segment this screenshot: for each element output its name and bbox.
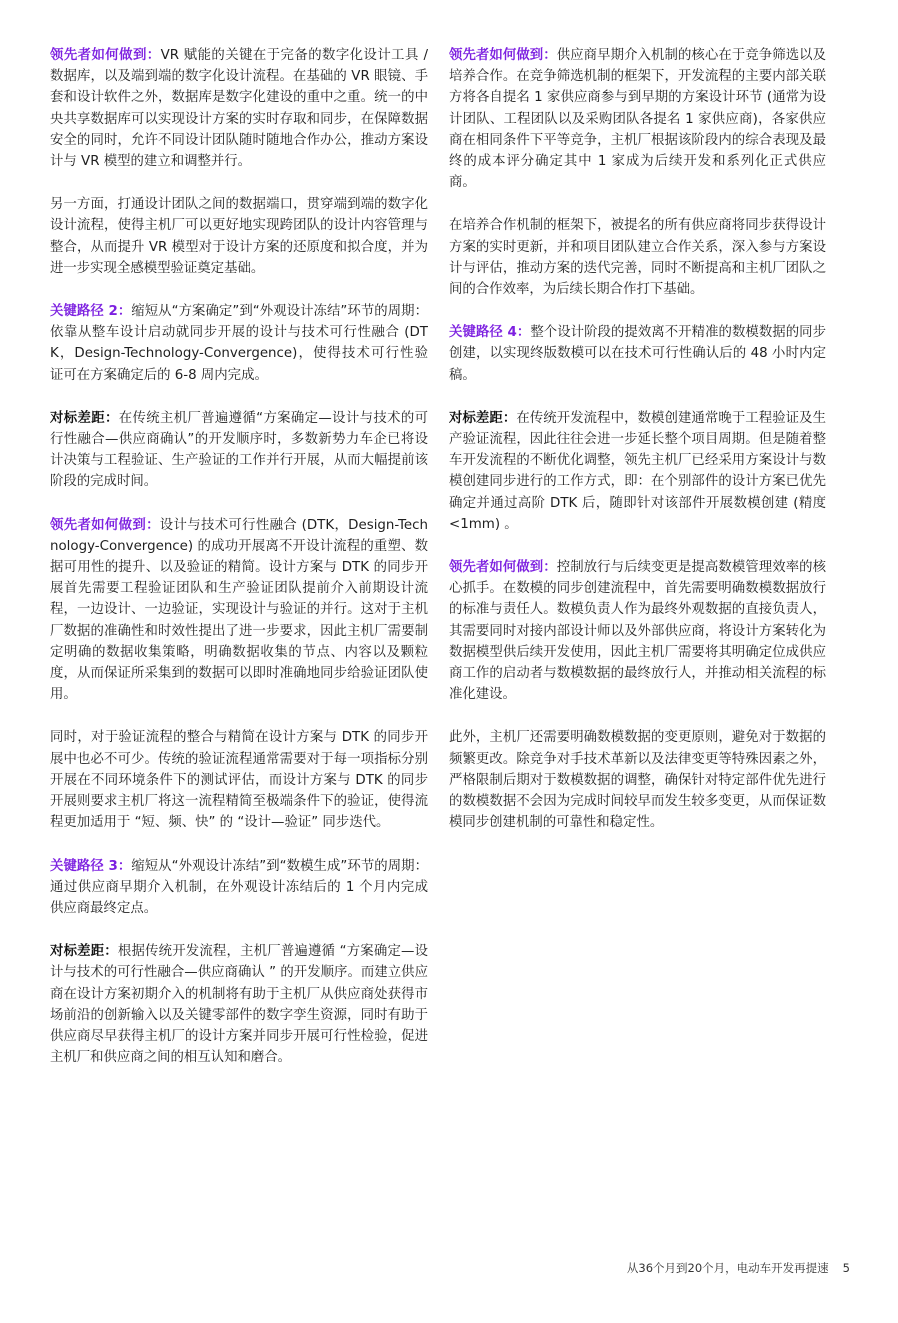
paragraph-text: 设计与技术可行性融合 (DTK，Design-Technology-Convergence) 的成功开展离不开设计流程的重塑、数据可用性的提升、以及验证的精简。设计方案与 DTK 的同步开展首先需要工程验证团队和生产验证团队提前介入前期设计流程，一边设计、一边验证，实现设计与验证的并行。这对于主机厂数据的准确性和时效性提出了进一步要求，因此主机厂需要制定明确的数据收集策略，明确数据收集的节点、内容以及颗粒度，从而保证所采集到的数据可以即时准确地同步给验证团队使用。 xyxy=(50,517,429,703)
paragraph xyxy=(50,727,428,833)
paragraph xyxy=(50,45,428,172)
paragraph-lead: 对标差距： xyxy=(449,410,517,426)
paragraph-lead: 关键路径 4： xyxy=(449,325,531,341)
paragraph xyxy=(449,408,826,535)
right-column xyxy=(449,45,826,856)
paragraph-text: 缩短从“方案确定”到“外观设计冻结”环节的周期：依靠从整车设计启动就同步开展的设计与技术可行性融合 (DTK，Design-Technology-Convergence)，使得技术可行性验证可在方案确定后的 6-8 周内完成。 xyxy=(50,304,429,383)
paragraph-lead: 领先者如何做到： xyxy=(50,517,160,533)
paragraph xyxy=(449,322,826,386)
paragraph-lead: 领先者如何做到： xyxy=(50,48,161,63)
footer-title: 从36个月到20个月，电动车开发再提速 xyxy=(626,1261,829,1275)
paragraph-text: VR 赋能的关键在于完备的数字化设计工具 / 数据库，以及端到端的数字化设计流程。在基础的 VR 眼镜、手套和设计软件之外，数据库是数字化建设的重中之重。统一的中央共享数据库可以实现设计方案的实时存取和同步，在保障数据安全的同时，允许不同设计团队随时随地合作办公，推动方案设计与 VR 模型的建立和调整并行。 xyxy=(50,48,428,170)
paragraph-text: 控制放行与后续变更是提高数模管理效率的核心抓手。在数模的同步创建流程中，首先需要明确数模数据放行的标准与责任人。数模负责人作为最终外观数据的直接负责人，其需要同时对接内部设计师以及外部供应商，将设计方案转化为数据模型供后续开发使用，因此主机厂需要将其明确定位成供应商工作的启动者与数模数据的最终放行人，并推动相关流程的标准化建设。 xyxy=(449,560,827,703)
paragraph-lead: 对标差距： xyxy=(50,944,118,960)
paragraph xyxy=(50,941,428,1068)
paragraph xyxy=(449,45,826,193)
paragraph-lead: 关键路径 2： xyxy=(50,304,132,320)
paragraph-text: 此外，主机厂还需要明确数模数据的变更原则，避免对于数据的频繁更改。除竞争对手技术革新以及法律变更等特殊因素之外，严格限制后期对于数模数据的调整，确保针对特定部件优先进行的数模数据不会因为完成时间较早而发生较多变更，从而保证数模同步创建机制的可靠性和稳定性。 xyxy=(449,730,826,831)
paragraph xyxy=(50,301,428,386)
paragraph-lead: 领先者如何做到： xyxy=(449,560,557,576)
page-footer xyxy=(627,1260,850,1276)
paragraph-text: 同时，对于验证流程的整合与精简在设计方案与 DTK 的同步开展中也必不可少。传统的验证流程通常需要对于每一项指标分别开展在不同环境条件下的测试评估，而设计方案与 DTK 的同步开展则要求主机厂将这一流程精简至极端条件下的验证，使得流程更加适用于 “短、频、快” 的 “设计—验证” 同步迭代。 xyxy=(50,730,428,831)
paragraph xyxy=(449,557,826,705)
paragraph xyxy=(449,727,826,833)
paragraph xyxy=(50,515,428,706)
paragraph-text: 另一方面，打通设计团队之间的数据端口，贯穿端到端的数字化设计流程，使得主机厂可以更好地实现跨团队的设计内容管理与整合，从而提升 VR 模型对于设计方案的还原度和拟合度，并为进一步实现全感模型验证奠定基础。 xyxy=(50,197,428,276)
paragraph xyxy=(449,215,826,300)
left-column xyxy=(50,45,428,1090)
paragraph xyxy=(50,194,428,279)
paragraph xyxy=(50,856,428,920)
paragraph-lead: 对标差距： xyxy=(50,410,119,426)
paragraph-text: 根据传统开发流程，主机厂普遍遵循 “方案确定—设计与技术的可行性融合—供应商确认 ” 的开发顺序。而建立供应商在设计方案初期介入的机制将有助于主机厂从供应商处获得市场前沿的创新输入以及关键零部件的数字孪生资源，同时有助于供应商尽早获得主机厂的设计方案并同步开展可行性检验，促进主机厂和供应商之间的相互认知和磨合。 xyxy=(50,944,428,1066)
paragraph-text: 在传统主机厂普遍遵循“方案确定—设计与技术的可行性融合—供应商确认”的开发顺序时，多数新势力车企已将设计决策与工程验证、生产验证的工作并行开展，从而大幅提前该阶段的完成时间。 xyxy=(50,410,429,490)
paragraph-text: 整个设计阶段的提效离不开精准的数模数据的同步创建，以实现终版数模可以在技术可行性确认后的 48 小时内定稿。 xyxy=(449,325,827,383)
paragraph-text: 在培养合作机制的框架下，被提名的所有供应商将同步获得设计方案的实时更新，并和项目团队建立合作关系，深入参与方案设计与评估，推动方案的迭代完善，同时不断提高和主机厂团队之间的合作效率，为后续长期合作打下基础。 xyxy=(449,218,826,298)
paragraph-text: 缩短从“外观设计冻结”到“数模生成”环节的周期：通过供应商早期介入机制，在外观设计冻结后的 1 个月内完成供应商最终定点。 xyxy=(50,858,429,916)
paragraph-lead: 关键路径 3： xyxy=(50,858,132,874)
paragraph-text: 在传统开发流程中，数模创建通常晚于工程验证及生产验证流程，因此往往会进一步延长整个项目周期。但是随着整车开发流程的不断优化调整，领先主机厂已经采用方案设计与数模创建同步进行的工作方式，即：在个别部件的设计方案已优先确定并通过高阶 DTK 后，随即针对该部件开展数模创建 (精度 <1mm) 。 xyxy=(449,410,827,532)
page-number: 5 xyxy=(842,1261,850,1275)
paragraph-text: 供应商早期介入机制的核心在于竞争筛选以及培养合作。在竞争筛选机制的框架下，开发流程的主要内部关联方将各自提名 1 家供应商参与到早期的方案设计环节 (通常为设计团队、工程团队以及采购团队各提名 1 家供应商)，各家供应商在相同条件下平等竞争，主机厂根据该阶段内的综合表现及最终的成本评分确定其中 1 家成为后续开发和系列化正式供应商。 xyxy=(449,48,827,191)
paragraph xyxy=(50,408,428,493)
paragraph-lead: 领先者如何做到： xyxy=(449,48,557,63)
